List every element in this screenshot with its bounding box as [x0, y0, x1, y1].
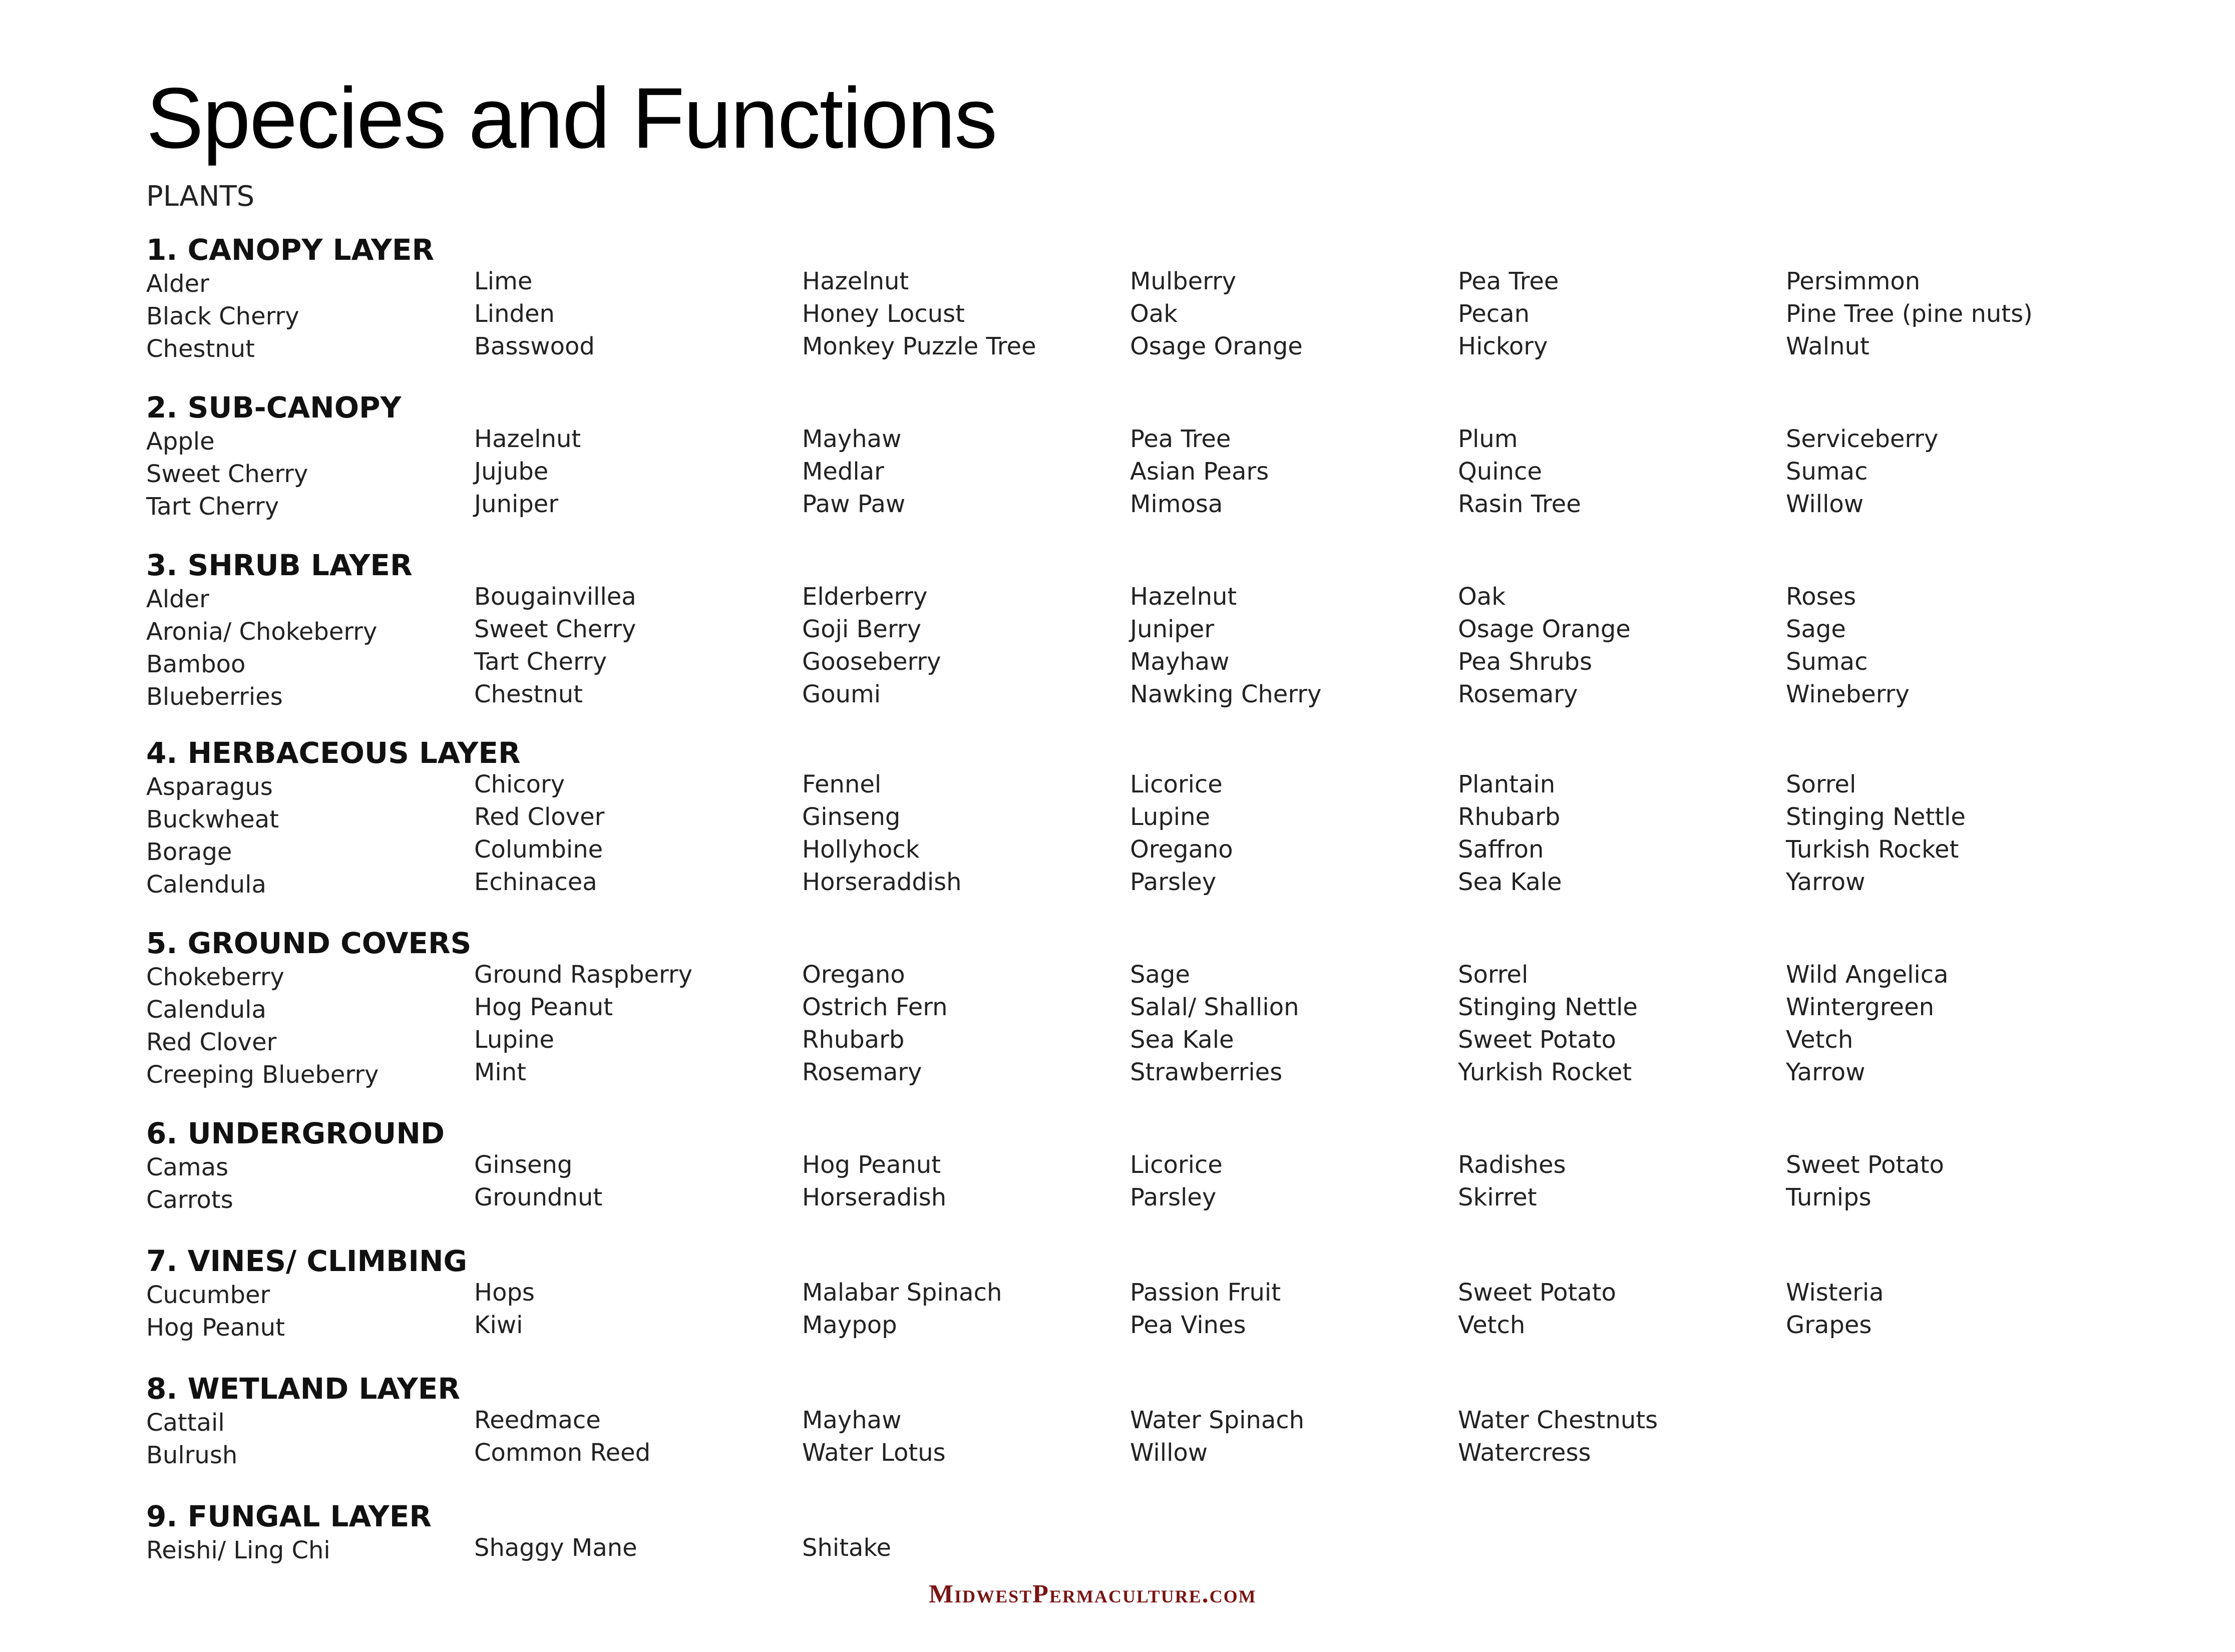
- species-item: Sage: [1786, 615, 1846, 643]
- species-item: Rasin Tree: [1458, 490, 1581, 518]
- species-column: [1130, 581, 1321, 711]
- species-column: [146, 268, 299, 365]
- species-item: Oak: [1458, 583, 1506, 611]
- species-column: [1458, 1277, 1616, 1342]
- species-item: Mint: [474, 1058, 526, 1086]
- species-column: [802, 1532, 891, 1564]
- species-item: Radishes: [1458, 1151, 1566, 1179]
- species-column: [1130, 265, 1303, 363]
- species-item: Roses: [1786, 583, 1856, 611]
- species-item: Tart Cherry: [474, 648, 607, 676]
- species-item: Parsley: [1130, 868, 1217, 896]
- species-column: [1458, 423, 1581, 521]
- species-item: Persimmon: [1786, 267, 1921, 295]
- species-item: Pea Tree: [1130, 425, 1231, 453]
- section-heading: 3. SHRUB LAYER: [146, 548, 413, 582]
- species-item: Buckwheat: [146, 805, 279, 834]
- species-column: [1458, 265, 1559, 363]
- species-item: Rosemary: [1458, 680, 1578, 708]
- species-item: Hickory: [1458, 332, 1548, 360]
- species-item: Basswood: [474, 332, 595, 360]
- species-column: [1786, 768, 1966, 899]
- species-item: Gooseberry: [802, 648, 941, 676]
- species-item: Lupine: [474, 1026, 555, 1054]
- species-item: Lime: [474, 267, 533, 295]
- species-item: Sweet Potato: [1458, 1279, 1616, 1307]
- species-item: Wineberry: [1786, 680, 1910, 708]
- species-item: Lupine: [1130, 803, 1211, 831]
- species-item: Sumac: [1786, 458, 1868, 486]
- species-item: Licorice: [1130, 770, 1223, 798]
- footer-brand: MidwestPermaculture.com: [929, 1580, 1257, 1608]
- species-column: [1458, 1149, 1566, 1214]
- species-item: Red Clover: [146, 1028, 277, 1056]
- species-column: [474, 1404, 650, 1469]
- species-column: [146, 583, 377, 713]
- species-item: Oregano: [802, 961, 905, 989]
- species-item: Turnips: [1786, 1183, 1872, 1211]
- species-column: [474, 423, 581, 521]
- species-column: [474, 581, 636, 711]
- species-item: Malabar Spinach: [802, 1279, 1002, 1307]
- species-column: [1786, 1149, 1944, 1214]
- species-column: [802, 265, 1036, 363]
- species-item: Wild Angelica: [1786, 961, 1949, 989]
- species-item: Calendula: [146, 871, 266, 899]
- species-item: Red Clover: [474, 803, 605, 831]
- species-item: Wintergreen: [1786, 993, 1935, 1021]
- species-item: Plantain: [1458, 770, 1556, 798]
- species-item: Licorice: [1130, 1151, 1223, 1179]
- species-item: Stinging Nettle: [1786, 803, 1966, 831]
- section-heading: 5. GROUND COVERS: [146, 926, 472, 960]
- species-column: [1786, 423, 1938, 521]
- species-column: [146, 1407, 237, 1472]
- species-item: Alder: [146, 585, 209, 613]
- species-item: Plum: [1458, 425, 1518, 453]
- species-item: Creeping Blueberry: [146, 1061, 379, 1089]
- species-item: Calendula: [146, 996, 266, 1024]
- species-item: Horseradish: [802, 1183, 947, 1211]
- species-item: Carrots: [146, 1186, 233, 1214]
- species-column: [474, 1149, 602, 1214]
- species-item: Ground Raspberry: [474, 961, 693, 989]
- species-column: [1458, 768, 1562, 899]
- species-column: [1130, 423, 1269, 521]
- species-column: [802, 959, 948, 1089]
- species-item: Osage Orange: [1458, 615, 1631, 643]
- species-item: Aronia/ Chokeberry: [146, 618, 378, 646]
- species-item: Hazelnut: [802, 267, 909, 295]
- species-item: Hog Peanut: [802, 1151, 941, 1179]
- species-item: Pine Tree (pine nuts): [1786, 300, 2033, 328]
- species-item: Goji Berry: [802, 615, 921, 643]
- species-item: Tart Cherry: [146, 493, 279, 521]
- species-item: Water Spinach: [1130, 1406, 1305, 1434]
- species-item: Common Reed: [474, 1439, 651, 1467]
- species-item: Hops: [474, 1279, 535, 1307]
- species-item: Sorrel: [1458, 961, 1529, 989]
- section-heading: 8. WETLAND LAYER: [146, 1372, 461, 1406]
- species-item: Parsley: [1130, 1183, 1217, 1211]
- species-item: Pea Vines: [1130, 1311, 1246, 1339]
- species-item: Groundnut: [474, 1183, 603, 1211]
- species-item: Skirret: [1458, 1183, 1537, 1211]
- species-item: Sumac: [1786, 648, 1868, 676]
- species-item: Yurkish Rocket: [1458, 1058, 1632, 1086]
- species-item: Bougainvillea: [474, 583, 636, 611]
- species-column: [146, 771, 279, 901]
- species-item: Watercress: [1458, 1439, 1591, 1467]
- species-item: Salal/ Shallion: [1130, 993, 1299, 1021]
- species-item: Water Lotus: [802, 1439, 946, 1467]
- species-item: Sweet Cherry: [474, 615, 636, 643]
- section-heading: 4. HERBACEOUS LAYER: [146, 736, 521, 770]
- species-item: Fennel: [802, 770, 882, 798]
- species-item: Strawberries: [1130, 1058, 1283, 1086]
- species-item: Willow: [1786, 490, 1864, 518]
- species-item: Turkish Rocket: [1786, 836, 1959, 864]
- species-column: [146, 1151, 233, 1216]
- species-item: Borage: [146, 838, 232, 866]
- species-item: Shitake: [802, 1534, 892, 1562]
- species-column: [1786, 959, 1949, 1089]
- species-column: [474, 1277, 535, 1342]
- species-item: Jujube: [474, 458, 549, 486]
- species-item: Asian Pears: [1130, 458, 1269, 486]
- page-title: Species and Functions: [146, 70, 997, 166]
- species-column: [1786, 581, 1910, 711]
- species-item: Osage Orange: [1130, 332, 1303, 360]
- species-column: [1786, 265, 2033, 363]
- species-item: Vetch: [1786, 1026, 1853, 1054]
- section-heading: 1. CANOPY LAYER: [146, 233, 435, 267]
- species-column: [1458, 1404, 1658, 1469]
- species-item: Stinging Nettle: [1458, 993, 1638, 1021]
- species-item: Chestnut: [146, 335, 255, 363]
- species-item: Paw Paw: [802, 490, 906, 518]
- species-column: [1130, 1277, 1281, 1342]
- species-item: Elderberry: [802, 583, 928, 611]
- species-item: Willow: [1130, 1439, 1208, 1467]
- species-column: [1130, 959, 1299, 1089]
- species-column: [146, 961, 379, 1091]
- species-item: Hazelnut: [474, 425, 581, 453]
- species-column: [1458, 581, 1631, 711]
- species-item: Chokeberry: [146, 963, 284, 991]
- section-heading: 7. VINES/ CLIMBING: [146, 1244, 468, 1278]
- species-item: Cucumber: [146, 1281, 270, 1309]
- species-item: Echinacea: [474, 868, 597, 896]
- species-item: Reishi/ Ling Chi: [146, 1536, 330, 1564]
- species-item: Kiwi: [474, 1311, 523, 1339]
- species-item: Blueberries: [146, 683, 283, 711]
- species-item: Hog Peanut: [474, 993, 613, 1021]
- species-item: Walnut: [1786, 332, 1870, 360]
- species-item: Mayhaw: [802, 425, 902, 453]
- species-item: Rosemary: [802, 1058, 922, 1086]
- species-column: [802, 581, 941, 711]
- species-item: Shaggy Mane: [474, 1534, 637, 1562]
- species-item: Oregano: [1130, 836, 1233, 864]
- species-item: Juniper: [474, 490, 559, 518]
- species-column: [802, 1149, 946, 1214]
- species-item: Passion Fruit: [1130, 1279, 1281, 1307]
- species-item: Sage: [1130, 961, 1190, 989]
- species-item: Honey Locust: [802, 300, 965, 328]
- species-item: Columbine: [474, 836, 603, 864]
- species-item: Apple: [146, 428, 215, 456]
- page-subtitle: PLANTS: [146, 180, 255, 213]
- species-column: [802, 1404, 946, 1469]
- species-item: Asparagus: [146, 773, 273, 801]
- species-column: [1130, 1404, 1304, 1469]
- species-item: Sweet Potato: [1458, 1026, 1616, 1054]
- species-item: Saffron: [1458, 836, 1544, 864]
- species-item: Chestnut: [474, 680, 583, 708]
- section-heading: 9. FUNGAL LAYER: [146, 1499, 432, 1533]
- species-item: Rhubarb: [1458, 803, 1561, 831]
- species-item: Mayhaw: [802, 1406, 902, 1434]
- species-item: Water Chestnuts: [1458, 1406, 1658, 1434]
- species-item: Serviceberry: [1786, 425, 1939, 453]
- species-item: Mimosa: [1130, 490, 1223, 518]
- species-item: Bamboo: [146, 650, 246, 678]
- species-item: Wisteria: [1786, 1279, 1884, 1307]
- species-item: Black Cherry: [146, 302, 299, 330]
- species-column: [474, 265, 595, 363]
- species-item: Ostrich Fern: [802, 993, 948, 1021]
- species-column: [1786, 1277, 1884, 1342]
- species-column: [1458, 959, 1638, 1089]
- species-item: Pea Tree: [1458, 267, 1559, 295]
- species-item: Sorrel: [1786, 770, 1856, 798]
- species-item: Medlar: [802, 458, 884, 486]
- species-column: [474, 1532, 637, 1564]
- species-item: Ginseng: [802, 803, 901, 831]
- species-item: Reedmace: [474, 1406, 601, 1434]
- species-column: [146, 426, 308, 523]
- species-item: Quince: [1458, 458, 1542, 486]
- species-item: Hollyhock: [802, 836, 920, 864]
- species-item: Yarrow: [1786, 1058, 1866, 1086]
- species-column: [474, 959, 692, 1089]
- species-column: [474, 768, 604, 899]
- species-column: [146, 1279, 285, 1344]
- species-column: [802, 1277, 1002, 1342]
- species-item: Mayhaw: [1130, 648, 1230, 676]
- species-item: Goumi: [802, 680, 881, 708]
- section-heading: 2. SUB-CANOPY: [146, 390, 402, 425]
- species-item: Sea Kale: [1130, 1026, 1234, 1054]
- species-item: Grapes: [1786, 1311, 1872, 1339]
- species-item: Horseraddish: [802, 868, 962, 896]
- species-item: Bulrush: [146, 1441, 238, 1469]
- species-item: Camas: [146, 1153, 229, 1181]
- species-item: Chicory: [474, 770, 565, 798]
- species-item: Nawking Cherry: [1130, 680, 1322, 708]
- species-column: [802, 768, 962, 899]
- species-item: Yarrow: [1786, 868, 1866, 896]
- species-item: Mulberry: [1130, 267, 1237, 295]
- species-item: Hog Peanut: [146, 1314, 285, 1342]
- species-column: [1130, 768, 1233, 899]
- species-item: Cattail: [146, 1409, 225, 1437]
- species-item: Linden: [474, 300, 555, 328]
- species-item: Pea Shrubs: [1458, 648, 1592, 676]
- species-item: Monkey Puzzle Tree: [802, 332, 1036, 360]
- species-item: Hazelnut: [1130, 583, 1237, 611]
- species-item: Juniper: [1130, 615, 1215, 643]
- species-item: Sea Kale: [1458, 868, 1562, 896]
- species-item: Vetch: [1458, 1311, 1526, 1339]
- species-column: [146, 1534, 330, 1567]
- species-item: Maypop: [802, 1311, 897, 1339]
- section-heading: 6. UNDERGROUND: [146, 1116, 445, 1150]
- species-item: Sweet Potato: [1786, 1151, 1944, 1179]
- species-item: Alder: [146, 270, 209, 298]
- species-column: [802, 423, 905, 521]
- species-item: Sweet Cherry: [146, 460, 308, 488]
- species-item: Pecan: [1458, 300, 1530, 328]
- species-item: Oak: [1130, 300, 1178, 328]
- species-item: Ginseng: [474, 1151, 573, 1179]
- species-column: [1130, 1149, 1223, 1214]
- species-item: Rhubarb: [802, 1026, 905, 1054]
